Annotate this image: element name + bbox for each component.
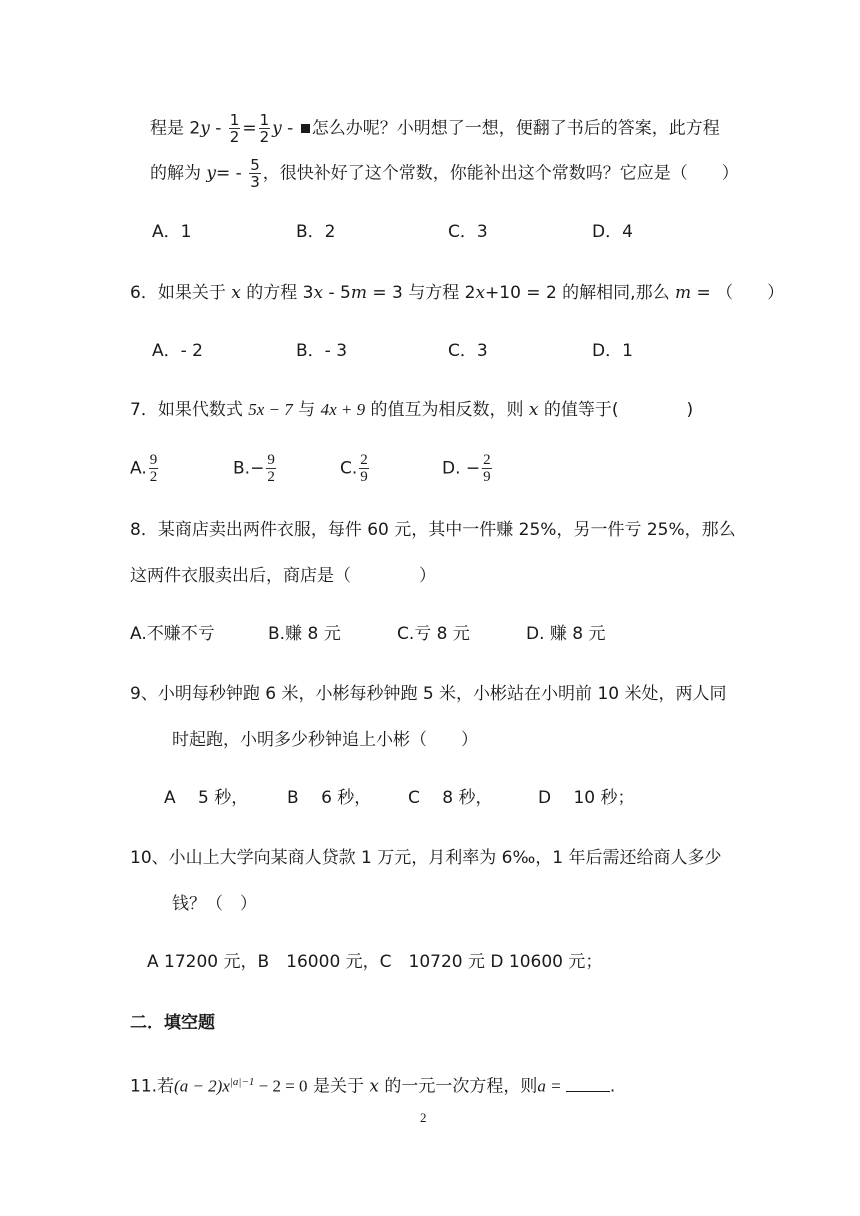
q7-text: 7．如果代数式	[130, 400, 249, 420]
fraction	[266, 452, 276, 485]
var-y: y	[200, 118, 210, 139]
q7-text: 的值互为相反数，则	[365, 400, 529, 420]
q7-option-d	[442, 452, 494, 485]
q8-option-c: C.亏 8 元	[397, 624, 470, 644]
var-x: x	[475, 283, 486, 303]
option-label: D. −	[442, 458, 481, 479]
page-number: 2	[420, 1110, 427, 1125]
q7-text: 的值等于( )	[538, 400, 694, 420]
var-m: m	[350, 283, 367, 303]
var-m: m	[675, 283, 692, 303]
q6-option-a: A．- 2	[152, 341, 203, 361]
q7-expression-1: 5x − 7	[248, 400, 293, 419]
q11-a-equals: a =	[537, 1076, 566, 1096]
q6-text: - 5	[323, 283, 351, 303]
q6-text: = （ ）	[691, 283, 785, 303]
fraction-half	[229, 112, 241, 145]
q7-option-b	[233, 452, 278, 485]
q5-option-d: D．4	[592, 222, 633, 242]
q11-text: 11.若	[130, 1076, 175, 1097]
q11-expression-tail: − 2 = 0	[254, 1076, 308, 1096]
q11-text: .	[609, 1076, 616, 1097]
q5-text: 的解为	[150, 163, 207, 184]
q6-text: = 3 与方程 2	[366, 283, 476, 303]
q7-line	[130, 398, 693, 422]
q10-line-1: 10、小山上大学向某商人贷款 1 万元，月利率为 6‰，1 年后需还给商人多少	[130, 848, 722, 868]
var-x: x	[369, 1076, 379, 1097]
q5-option-b: B．2	[296, 222, 336, 242]
frac-num: 2	[483, 452, 491, 468]
fraction-five-thirds	[249, 157, 261, 190]
q8-option-a: A.不赚不亏	[130, 624, 215, 644]
frac-num: 1	[259, 111, 270, 129]
q11-text: 的一元一次方程，则	[378, 1076, 538, 1097]
q7-text: 与	[292, 400, 321, 420]
q5-text: 程是 2	[150, 118, 201, 139]
frac-den: 2	[267, 469, 275, 485]
q9-line-2: 时起跑，小明多少秒钟追上小彬（ ）	[172, 730, 478, 750]
q6-option-c: C．3	[448, 341, 488, 361]
fraction	[359, 452, 369, 485]
frac-den: 9	[483, 469, 491, 485]
q11-exponent: |a|−1	[229, 1076, 255, 1088]
var-x: x	[313, 283, 324, 303]
q9-option-c: C 8 秒，	[408, 788, 493, 808]
frac-den: 9	[360, 469, 368, 485]
q6-text: 的方程 3	[240, 283, 314, 303]
q11-expression: (a − 2)x	[174, 1076, 230, 1096]
q8-line-2: 这两件衣服卖出后，商店是（ ）	[130, 566, 436, 586]
q5-line-1	[150, 112, 720, 145]
q7-option-c	[340, 452, 371, 485]
q8-option-b: B.赚 8 元	[268, 624, 341, 644]
frac-den: 2	[229, 128, 240, 146]
q9-option-d: D 10 秒；	[538, 788, 635, 808]
q9-option-b: B 6 秒，	[287, 788, 372, 808]
option-label: A.	[130, 458, 147, 479]
frac-den: 2	[259, 128, 270, 146]
q5-option-a: A．1	[152, 222, 192, 242]
q8-option-d: D. 赚 8 元	[526, 624, 606, 644]
section-title: 二．填空题	[130, 1013, 215, 1033]
q5-option-c: C．3	[448, 222, 488, 242]
var-x: x	[231, 283, 241, 303]
q5-text: ，很快补好了这个常数，你能补出这个常数吗？它应是（ ）	[262, 163, 739, 184]
q11-text: 是关于	[307, 1076, 370, 1097]
q6-option-b: B．- 3	[296, 341, 348, 361]
q10-options: A 17200 元，B 16000 元，C 10720 元 D 10600 元；	[147, 952, 603, 972]
q6-line	[130, 281, 784, 305]
q7-option-a	[130, 452, 160, 485]
frac-den: 2	[149, 469, 158, 485]
q9-option-a: A 5 秒，	[164, 788, 249, 808]
option-label: B.−	[233, 458, 265, 479]
q9-line-1: 9、小明每秒钟跑 6 米，小彬每秒钟跑 5 米，小彬站在小明前 10 米处，两人同	[130, 684, 727, 704]
frac-num: 9	[149, 452, 158, 468]
option-label: C.	[340, 458, 358, 479]
frac-num: 1	[229, 111, 240, 129]
smudge-square-icon	[301, 124, 310, 133]
frac-num: 9	[267, 452, 275, 468]
q5-text: -	[209, 118, 227, 139]
q6-option-d: D．1	[592, 341, 633, 361]
q8-line-1: 8．某商店卖出两件衣服，每件 60 元，其中一件赚 25%，另一件亏 25%，那么	[130, 520, 736, 540]
q10-line-2: 钱？（ ）	[172, 894, 257, 914]
frac-den: 3	[250, 173, 260, 191]
q5-line-2	[150, 157, 739, 190]
frac-num: 2	[360, 452, 368, 468]
q5-text: =	[242, 118, 257, 139]
fraction	[149, 452, 159, 485]
q6-text: 6．如果关于	[130, 283, 232, 303]
fraction	[482, 452, 492, 485]
q5-text: 怎么办呢？小明想了一想，便翻了书后的答案，此方程	[311, 118, 720, 139]
var-y: y	[206, 163, 217, 184]
answer-blank[interactable]	[566, 1073, 610, 1092]
frac-num: 5	[250, 156, 260, 174]
q11-line	[130, 1070, 615, 1099]
q5-text: -	[281, 118, 299, 139]
var-y: y	[272, 118, 282, 139]
q7-expression-2: 4x + 9	[320, 400, 366, 419]
var-x: x	[528, 400, 539, 420]
q6-text: +10 = 2 的解相同,那么	[485, 283, 675, 303]
q5-text: = -	[216, 163, 248, 184]
fraction-half	[259, 112, 271, 145]
